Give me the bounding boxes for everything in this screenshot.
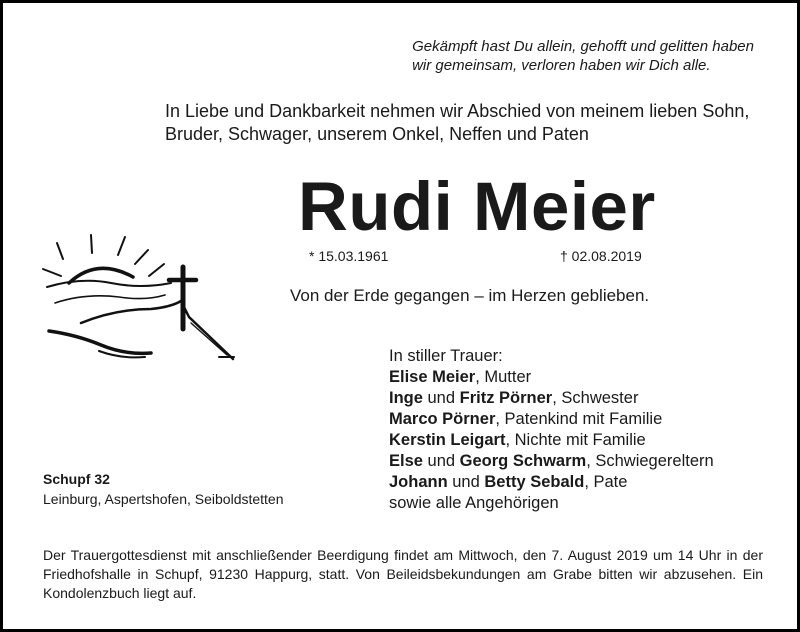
- mourner-name: Georg Schwarm: [459, 452, 587, 470]
- mourner-row: [389, 409, 714, 430]
- mourners-heading: In stiller Trauer:: [389, 347, 503, 365]
- address-street: Schupf 32: [43, 471, 110, 487]
- mourner-name: Kerstin Leigart: [389, 431, 506, 449]
- birth-date: * 15.03.1961: [309, 248, 389, 264]
- intro-line-1: In Liebe und Dankbarkeit nehmen wir Abschied von meinem lieben Sohn,: [165, 101, 750, 121]
- motto-line-2: wir gemeinsam, verloren haben wir Dich alle.: [412, 57, 711, 74]
- mourner-relation: , Mutter: [475, 368, 532, 386]
- intro-text: [165, 100, 749, 146]
- motto-line-1: Gekämpft hast Du allein, gehofft und gelitten haben: [412, 38, 754, 55]
- mourner-row: [389, 451, 714, 472]
- mourners-closing: sowie alle Angehörigen: [389, 494, 559, 512]
- mourner-name: Johann: [389, 473, 448, 491]
- mourner-relation: , Patenkind mit Familie: [495, 410, 663, 428]
- mourner-row: [389, 472, 714, 493]
- motto-quote: [412, 37, 754, 75]
- mourner-name: Fritz Pörner: [459, 389, 553, 407]
- mourner-row: [389, 388, 714, 409]
- mourner-connector: und: [447, 473, 485, 491]
- mourner-connector: und: [422, 389, 460, 407]
- tagline: Von der Erde gegangen – im Herzen geblieben.: [290, 286, 650, 305]
- mourner-relation: , Pate: [584, 473, 628, 491]
- death-date: † 02.08.2019: [560, 248, 642, 264]
- mourner-name: Else: [389, 452, 423, 470]
- mourner-relation: , Schwester: [552, 389, 639, 407]
- mourners-list: [389, 346, 714, 514]
- mourner-name: Elise Meier: [389, 368, 476, 386]
- mourner-name: Betty Sebald: [484, 473, 585, 491]
- service-info: Der Trauergottesdienst mit anschließender Beerdigung findet am Mittwoch, den 7. August 2019 um 14 Uhr in der Friedhofshalle in Schupf, 91230 Happurg, statt. Von Beileidsbekundungen am Grabe bitten wir abzusehen. Ein Kondolenzbuch liegt auf.: [43, 547, 763, 601]
- deceased-name: Rudi Meier: [298, 168, 656, 245]
- address-places: Leinburg, Aspertshofen, Seiboldstetten: [43, 491, 284, 507]
- mourner-row: [389, 367, 714, 388]
- mourner-relation: , Nichte mit Familie: [505, 431, 646, 449]
- address-block: [43, 469, 284, 509]
- mourner-name: Marco Pörner: [389, 410, 496, 428]
- mourner-relation: , Schwiegereltern: [586, 452, 714, 470]
- sunset-hills-cross-icon: [41, 231, 241, 381]
- mourner-name: Inge: [389, 389, 423, 407]
- intro-line-2: Bruder, Schwager, unserem Onkel, Neffen und Paten: [165, 124, 589, 144]
- mourner-row: [389, 430, 714, 451]
- mourner-connector: und: [422, 452, 460, 470]
